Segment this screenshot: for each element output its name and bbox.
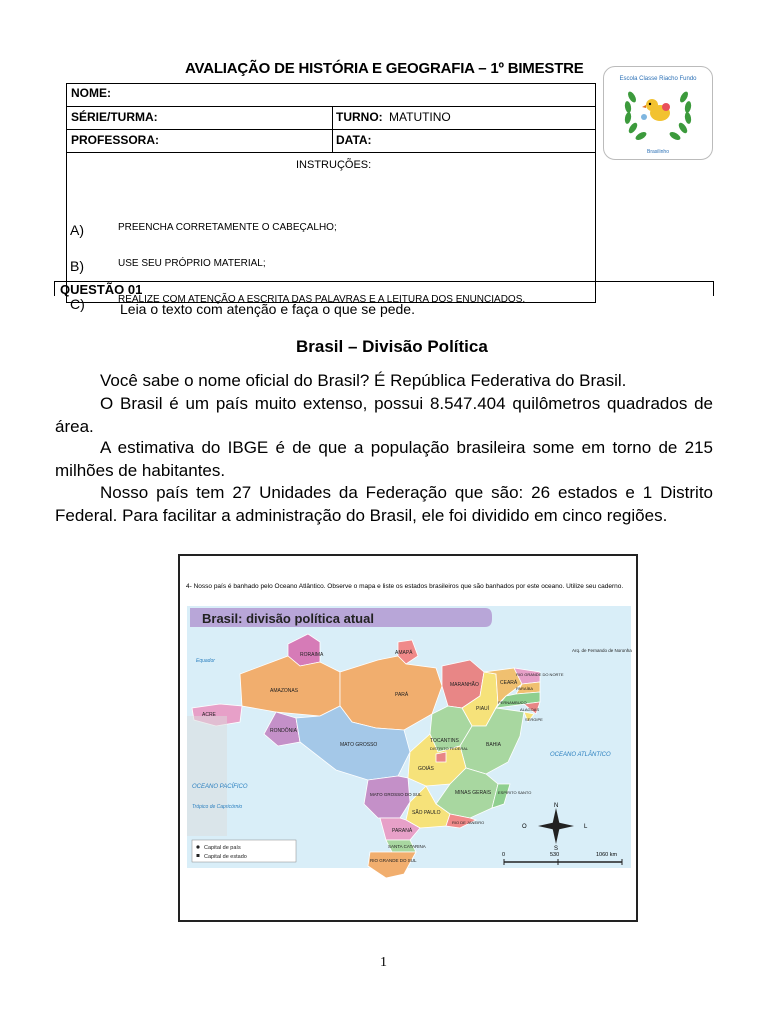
row-professora-data (67, 130, 595, 153)
map-label-es: ESPÍRITO SANTO (498, 790, 532, 795)
question-lead: Leia o texto com atenção e faça o que se pede. (120, 301, 415, 317)
instruction-letter: B) (70, 258, 84, 274)
page-number: 1 (380, 955, 387, 970)
turno-label: TURNO: (336, 110, 383, 124)
map-label-sergipe: SERGIPE (525, 717, 543, 722)
serie-label: SÉRIE/TURMA: (71, 110, 158, 124)
map-label-rondonia: RONDÔNIA (270, 728, 297, 734)
map-label-ceara: CEARÁ (500, 680, 518, 686)
map-label-tocantins: TOCANTINS (430, 738, 459, 744)
state-df (436, 752, 446, 762)
paragraph-text: Você sabe o nome oficial do Brasil? É República Federativa do Brasil. (100, 371, 627, 390)
map-label-goias: GOIÁS (418, 766, 434, 772)
scale-530: 530 (550, 852, 560, 858)
data-label: DATA: (336, 133, 372, 147)
fernando-label: Arq. de Fernando de Noronha (572, 648, 632, 653)
map-label-ms: MATO GROSSO DO SUL (370, 792, 422, 797)
instruction-text: USE SEU PRÓPRIO MATERIAL; (118, 258, 266, 269)
scale-1060: 1060 km (596, 852, 618, 858)
map-label-piaui: PIAUÍ (476, 706, 490, 712)
instruction-letter: A) (70, 222, 84, 238)
map-label-rn: RIO GRANDE DO NORTE (516, 672, 564, 677)
row-serie-turno (67, 107, 595, 130)
header-form (66, 83, 596, 303)
map-label-roraima: RORAIMA (300, 652, 324, 658)
map-label-sc: SANTA CATARINA (388, 844, 426, 849)
logo-text-bottom: Brasilinho (647, 149, 669, 155)
map-label-parana: PARANÁ (392, 828, 413, 834)
map-banner: Brasil: divisão política atual (202, 611, 374, 626)
paragraph (55, 437, 713, 482)
map-label-alagoas: ALAGOAS (520, 707, 540, 712)
scale-0: 0 (502, 852, 506, 858)
professora-label: PROFESSORA: (71, 133, 160, 147)
logo-text-top: Escola Classe Riacho Fundo (619, 76, 697, 82)
instruction-letter: C) (70, 296, 85, 312)
exam-title: AVALIAÇÃO DE HISTÓRIA E GEOGRAFIA – 1º BIMESTRE (185, 60, 584, 77)
map-label-para: PARÁ (395, 692, 409, 698)
map-label-rgs: RIO GRANDE DO SUL (370, 858, 417, 863)
map-label-maranhao: MARANHÃO (450, 682, 479, 688)
map-label-pernambuco: PERNAMBUCO (498, 700, 527, 705)
nome-label: NOME: (71, 86, 111, 100)
map-instruction: 4- Nosso país é banhado pelo Oceano Atlântico. Observe o mapa e liste os estados brasileiros que são banhados por este oceano. Utilize seu caderno. (186, 583, 624, 590)
paragraph-text: Nosso país tem 27 Unidades da Federação que são: 26 estados e 1 Distrito Federal. Para facilitar a administração do Brasil, ele foi dividido em cinco regiões. (55, 483, 713, 525)
text-subtitle: Brasil – Divisão Política (296, 337, 488, 356)
capital-estado-symbol (197, 854, 200, 857)
map-label-df: DISTRITO FEDERAL (430, 746, 469, 751)
map-label-acre: ACRE (202, 712, 216, 718)
capital-pais-symbol (196, 845, 199, 848)
map-label-rio: RIO DE JANEIRO (452, 820, 485, 825)
map-label-minas: MINAS GERAIS (455, 790, 492, 796)
paragraph-text: A estimativa do IBGE é de que a população brasileira some em torno de 215 milhões de habitantes. (55, 438, 713, 480)
paragraph (55, 482, 713, 527)
map-label-amapa: AMAPÁ (395, 650, 413, 656)
map-label-amazonas: AMAZONAS (270, 688, 299, 694)
equator-label: Equador (196, 658, 215, 664)
legend-capital-estado: Capital de estado (204, 854, 247, 860)
ocean-pacific-label: OCEANO PACÍFICO (192, 784, 248, 790)
compass-s: S (554, 846, 559, 852)
instructions-title: INSTRUÇÕES: (296, 159, 372, 171)
compass-l: L (584, 824, 588, 830)
tropic-label: Trópico de Capricórnio (192, 804, 243, 810)
instruction-text: PREENCHA CORRETAMENTE O CABEÇALHO; (118, 222, 337, 233)
school-logo (603, 66, 713, 160)
paragraph (55, 370, 713, 393)
column-divider (332, 107, 333, 153)
question-bar (54, 281, 714, 296)
map-label-paraiba: PARAÍBA (516, 686, 534, 691)
question-label: QUESTÃO 01 (60, 282, 143, 297)
map-label-bahia: BAHIA (486, 742, 502, 748)
turno-value: MATUTINO (389, 110, 451, 124)
map-label-sao-paulo: SÃO PAULO (412, 810, 441, 816)
compass-n: N (554, 803, 559, 809)
map-label-mato-grosso: MATO GROSSO (340, 742, 378, 748)
legend-capital-pais: Capital de país (204, 845, 241, 851)
paragraph-text: O Brasil é um país muito extenso, possui 8.547.404 quilômetros quadrados de área. (55, 394, 713, 436)
brazil-map-figure (178, 554, 638, 922)
paragraph (55, 393, 713, 438)
ocean-atlantic-label: OCEANO ATLÂNTICO (550, 752, 611, 758)
row-nome (67, 84, 595, 107)
compass-o: O (522, 824, 527, 830)
instruction-text: REALIZE COM ATENÇÃO A ESCRITA DAS PALAVRAS E A LEITURA DOS ENUNCIADOS. (118, 294, 526, 305)
